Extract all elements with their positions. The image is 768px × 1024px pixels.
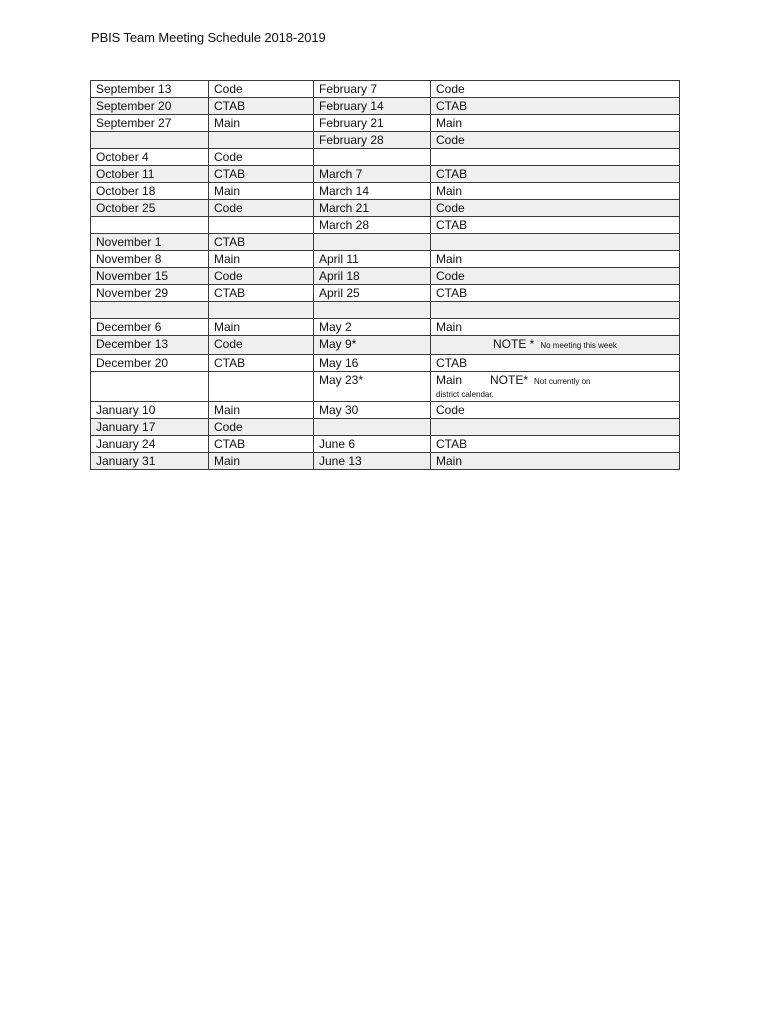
first-half-team-cell-text: Code — [214, 269, 243, 283]
second-half-team-cell — [431, 436, 680, 453]
first-half-team-cell — [209, 336, 314, 355]
second-half-team-cell — [431, 453, 680, 470]
second-half-team-cell — [431, 132, 680, 149]
table-row — [91, 234, 680, 251]
first-half-date-cell — [91, 132, 209, 149]
table-row — [91, 402, 680, 419]
first-half-team-cell — [209, 217, 314, 234]
second-half-date-cell-text: May 9* — [319, 337, 357, 351]
second-half-team-cell-text: Main — [436, 454, 463, 468]
second-half-date-cell — [314, 115, 431, 132]
first-half-date-cell-text: November 29 — [96, 286, 169, 300]
first-half-date-cell-text: January 17 — [96, 420, 156, 434]
first-half-date-cell — [91, 319, 209, 336]
first-half-team-cell-text: Code — [214, 150, 243, 164]
note-text-continued: district calendar. — [436, 390, 494, 399]
second-half-date-cell-text: March 21 — [319, 201, 370, 215]
second-half-date-cell-text: June 13 — [319, 454, 362, 468]
table-row — [91, 183, 680, 200]
first-half-date-cell-text: September 20 — [96, 99, 172, 113]
first-half-date-cell-text: September 13 — [96, 82, 172, 96]
second-half-team-cell — [431, 336, 680, 355]
second-half-date-cell — [314, 234, 431, 251]
second-half-team-cell-text: Main — [436, 373, 463, 387]
second-half-team-cell — [431, 285, 680, 302]
table-row — [91, 200, 680, 217]
first-half-date-cell — [91, 336, 209, 355]
second-half-date-cell-text: May 23* — [319, 373, 364, 387]
table-row — [91, 251, 680, 268]
note-label: NOTE* — [490, 373, 529, 387]
table-row — [91, 149, 680, 166]
second-half-date-cell-text: May 30 — [319, 403, 359, 417]
first-half-date-cell-text: November 8 — [96, 252, 162, 266]
first-half-team-cell — [209, 149, 314, 166]
second-half-date-cell — [314, 419, 431, 436]
first-half-date-cell — [91, 234, 209, 251]
first-half-date-cell — [91, 302, 209, 319]
second-half-date-cell — [314, 217, 431, 234]
second-half-team-cell — [431, 217, 680, 234]
first-half-team-cell — [209, 402, 314, 419]
second-half-team-cell — [431, 402, 680, 419]
first-half-date-cell-text: October 11 — [96, 167, 155, 181]
second-half-team-cell — [431, 251, 680, 268]
table-row — [91, 372, 680, 402]
second-half-team-cell-text: Code — [436, 133, 465, 147]
second-half-date-cell — [314, 200, 431, 217]
second-half-date-cell-text: March 28 — [319, 218, 370, 232]
second-half-date-cell-text: February 28 — [319, 133, 384, 147]
first-half-team-cell-text: CTAB — [214, 167, 246, 181]
first-half-team-cell — [209, 115, 314, 132]
second-half-team-cell — [431, 319, 680, 336]
second-half-team-cell-text: CTAB — [436, 356, 468, 370]
second-half-team-cell-text: Main — [436, 184, 463, 198]
table-row — [91, 436, 680, 453]
second-half-team-cell-text: CTAB — [436, 99, 468, 113]
second-half-date-cell — [314, 319, 431, 336]
second-half-team-cell-text: CTAB — [436, 437, 468, 451]
first-half-team-cell — [209, 200, 314, 217]
first-half-date-cell — [91, 200, 209, 217]
first-half-team-cell-text: Code — [214, 337, 243, 351]
first-half-date-cell — [91, 436, 209, 453]
first-half-date-cell — [91, 355, 209, 372]
second-half-date-cell — [314, 402, 431, 419]
table-row — [91, 81, 680, 98]
first-half-date-cell-text: December 20 — [96, 356, 169, 370]
first-half-team-cell-text: CTAB — [214, 99, 246, 113]
first-half-team-cell — [209, 234, 314, 251]
first-half-date-cell — [91, 149, 209, 166]
second-half-date-cell-text: February 21 — [319, 116, 384, 130]
second-half-date-cell — [314, 355, 431, 372]
first-half-date-cell-text: October 25 — [96, 201, 156, 215]
first-half-date-cell-text: December 6 — [96, 320, 162, 334]
first-half-date-cell — [91, 98, 209, 115]
table-row — [91, 319, 680, 336]
second-half-team-cell-text: Main — [436, 252, 463, 266]
first-half-date-cell-text: November 1 — [96, 235, 162, 249]
first-half-date-cell — [91, 166, 209, 183]
first-half-date-cell-text: January 31 — [96, 454, 156, 468]
first-half-date-cell — [91, 183, 209, 200]
first-half-team-cell-text: CTAB — [214, 286, 246, 300]
first-half-date-cell — [91, 251, 209, 268]
second-half-team-cell — [431, 200, 680, 217]
second-half-date-cell-text: March 7 — [319, 167, 363, 181]
schedule-body — [91, 81, 680, 470]
second-half-team-cell-text: Code — [436, 403, 465, 417]
table-row — [91, 336, 680, 355]
first-half-date-cell-text: December 13 — [96, 337, 169, 351]
second-half-team-cell — [431, 98, 680, 115]
second-half-team-cell — [431, 355, 680, 372]
second-half-team-cell — [431, 234, 680, 251]
first-half-team-cell — [209, 419, 314, 436]
second-half-date-cell — [314, 285, 431, 302]
table-row — [91, 132, 680, 149]
first-half-date-cell-text: November 15 — [96, 269, 169, 283]
table-row — [91, 355, 680, 372]
first-half-team-cell-text: CTAB — [214, 356, 246, 370]
first-half-date-cell — [91, 268, 209, 285]
second-half-team-cell-text: Code — [436, 82, 465, 96]
second-half-date-cell-text: March 14 — [319, 184, 370, 198]
second-half-date-cell — [314, 166, 431, 183]
first-half-team-cell — [209, 251, 314, 268]
second-half-date-cell-text: June 6 — [319, 437, 356, 451]
second-half-date-cell — [314, 251, 431, 268]
first-half-date-cell — [91, 402, 209, 419]
table-row — [91, 302, 680, 319]
first-half-team-cell-text: Code — [214, 201, 243, 215]
second-half-date-cell-text: April 18 — [319, 269, 360, 283]
table-row — [91, 166, 680, 183]
first-half-team-cell — [209, 372, 314, 402]
first-half-team-cell-text: Main — [214, 320, 241, 334]
table-row — [91, 285, 680, 302]
first-half-team-cell — [209, 355, 314, 372]
first-half-team-cell — [209, 183, 314, 200]
first-half-date-cell-text: October 4 — [96, 150, 149, 164]
first-half-date-cell — [91, 115, 209, 132]
first-half-team-cell-text: CTAB — [214, 235, 246, 249]
table-row — [91, 419, 680, 436]
second-half-team-cell-text: CTAB — [436, 286, 468, 300]
table-row — [91, 115, 680, 132]
second-half-date-cell — [314, 336, 431, 355]
first-half-team-cell — [209, 285, 314, 302]
first-half-date-cell-text: January 10 — [96, 403, 156, 417]
first-half-team-cell-text: Main — [214, 454, 241, 468]
first-half-team-cell — [209, 132, 314, 149]
second-half-team-cell — [431, 268, 680, 285]
table-row — [91, 98, 680, 115]
second-half-date-cell — [314, 302, 431, 319]
first-half-date-cell — [91, 453, 209, 470]
first-half-team-cell — [209, 268, 314, 285]
second-half-date-cell-text: February 7 — [319, 82, 378, 96]
first-half-date-cell-text: October 18 — [96, 184, 156, 198]
second-half-date-cell — [314, 81, 431, 98]
first-half-team-cell-text: Main — [214, 116, 241, 130]
first-half-team-cell — [209, 166, 314, 183]
second-half-team-cell-text: Main — [436, 116, 463, 130]
second-half-date-cell — [314, 436, 431, 453]
note-label: NOTE * — [493, 337, 535, 351]
second-half-team-cell-text: CTAB — [436, 167, 468, 181]
second-half-team-cell — [431, 115, 680, 132]
table-row — [91, 268, 680, 285]
second-half-date-cell — [314, 132, 431, 149]
second-half-date-cell — [314, 149, 431, 166]
second-half-date-cell — [314, 453, 431, 470]
first-half-team-cell — [209, 302, 314, 319]
second-half-date-cell — [314, 183, 431, 200]
second-half-date-cell-text: April 11 — [319, 252, 359, 266]
first-half-team-cell-text: Main — [214, 252, 241, 266]
second-half-date-cell — [314, 372, 431, 402]
first-half-team-cell-text: Code — [214, 420, 243, 434]
note-text: No meeting this week — [540, 341, 617, 350]
first-half-date-cell — [91, 372, 209, 402]
meeting-schedule-table — [90, 80, 680, 470]
note-text: Not currently on — [534, 377, 591, 386]
first-half-team-cell-text: Main — [214, 403, 241, 417]
first-half-team-cell-text: CTAB — [214, 437, 246, 451]
second-half-team-cell-text: Code — [436, 269, 465, 283]
first-half-team-cell-text: Main — [214, 184, 241, 198]
second-half-date-cell-text: May 2 — [319, 320, 352, 334]
second-half-date-cell-text: May 16 — [319, 356, 359, 370]
second-half-team-cell-text: CTAB — [436, 218, 468, 232]
second-half-date-cell-text: February 14 — [319, 99, 384, 113]
first-half-team-cell — [209, 436, 314, 453]
first-half-date-cell-text: September 27 — [96, 116, 172, 130]
first-half-date-cell — [91, 419, 209, 436]
first-half-team-cell — [209, 453, 314, 470]
second-half-team-cell — [431, 419, 680, 436]
table-row — [91, 453, 680, 470]
second-half-team-cell — [431, 372, 680, 402]
first-half-date-cell — [91, 81, 209, 98]
second-half-team-cell — [431, 183, 680, 200]
second-half-team-cell-text: Main — [436, 320, 463, 334]
second-half-date-cell — [314, 98, 431, 115]
document-title: PBIS Team Meeting Schedule 2018-2019 — [91, 30, 326, 45]
first-half-date-cell — [91, 217, 209, 234]
second-half-team-cell — [431, 149, 680, 166]
first-half-team-cell — [209, 81, 314, 98]
second-half-team-cell — [431, 166, 680, 183]
first-half-team-cell — [209, 319, 314, 336]
second-half-date-cell-text: April 25 — [319, 286, 360, 300]
first-half-team-cell — [209, 98, 314, 115]
table-row — [91, 217, 680, 234]
second-half-date-cell — [314, 268, 431, 285]
first-half-date-cell-text: January 24 — [96, 437, 156, 451]
second-half-team-cell — [431, 302, 680, 319]
first-half-team-cell-text: Code — [214, 82, 243, 96]
second-half-team-cell — [431, 81, 680, 98]
first-half-date-cell — [91, 285, 209, 302]
second-half-team-cell-text: Code — [436, 201, 465, 215]
